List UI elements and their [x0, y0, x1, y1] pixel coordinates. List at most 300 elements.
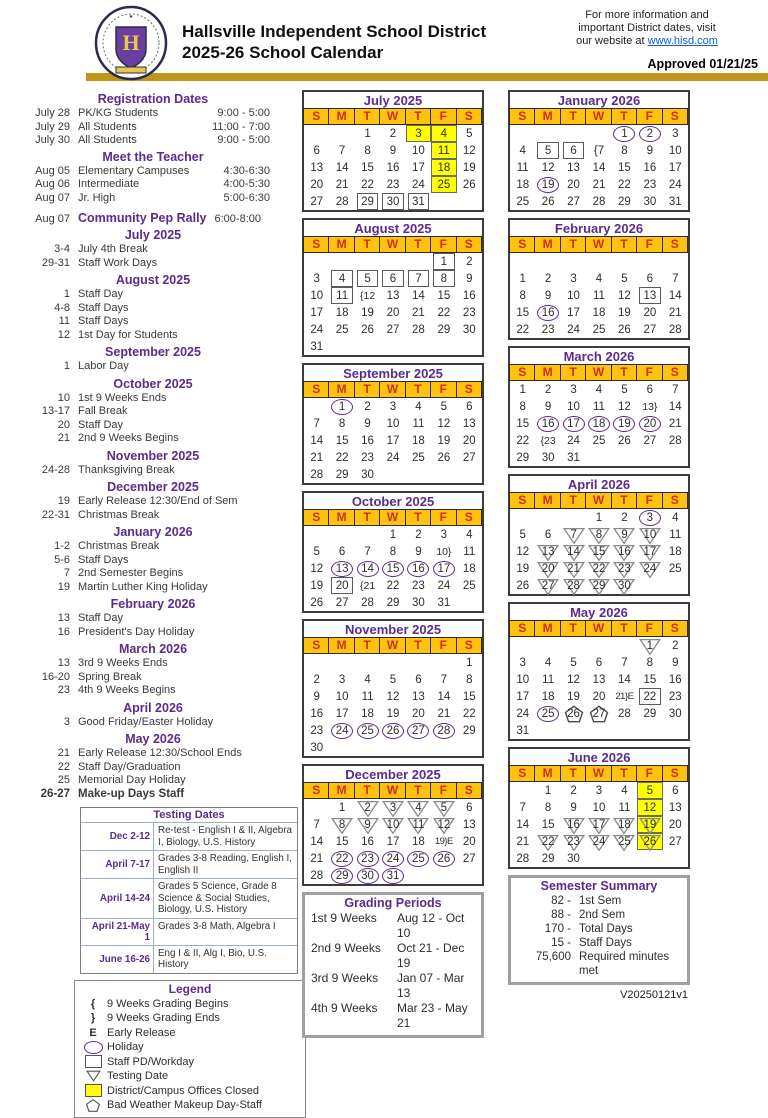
day-cell — [612, 637, 637, 654]
calendar-month-title: August 2025 — [354, 221, 432, 236]
event-row: 22-31 Christmas Break — [41, 508, 160, 521]
day-cell: 23 — [361, 451, 374, 464]
day-cell: 16 — [535, 415, 560, 432]
day-cell — [431, 193, 456, 210]
day-cell: 30 — [310, 741, 324, 754]
day-cell: 4 — [519, 144, 526, 157]
day-cell: 4 — [329, 270, 354, 287]
event-row: 16 President's Day Holiday — [57, 625, 195, 638]
day-cell: 2 — [466, 255, 473, 268]
dow-cell: S — [303, 381, 329, 398]
day-cell: 22 — [618, 178, 631, 191]
event-row: 1 Staff Day — [63, 288, 124, 300]
day-cell: 8 — [646, 656, 654, 669]
day-cell: 5 — [466, 127, 473, 140]
day-cell: 20 — [386, 306, 400, 319]
week-row — [304, 142, 482, 159]
calendar-month-title: January 2026 — [557, 93, 641, 108]
day-cell: 11 — [463, 545, 476, 558]
day-cell — [663, 253, 688, 270]
day-cell: 3 — [440, 528, 448, 541]
dow-cell: T — [560, 620, 586, 637]
day-cell: 11 — [593, 400, 605, 413]
day-cell: 4 — [672, 511, 679, 524]
day-cell: 3 — [570, 272, 577, 285]
week-row — [304, 816, 482, 833]
day-cell: 26 — [618, 434, 631, 447]
day-cell: 20 — [592, 690, 606, 703]
day-cell: 17 — [386, 434, 400, 447]
day-cell: 5 — [621, 272, 628, 285]
day-cell: 14 — [412, 289, 425, 302]
dow-cell: S — [662, 492, 688, 509]
day-cell — [406, 338, 431, 355]
meet-the-teacher-row: Aug 05 Elementary Campuses 4:30-6:30 — [35, 164, 270, 177]
dow-cell: F — [430, 236, 456, 253]
day-cell: 15 — [335, 835, 349, 848]
day-cell — [304, 398, 329, 415]
day-cell: 22 — [586, 560, 611, 577]
legend-item: Testing Date — [79, 1069, 301, 1084]
event-row: 13 Staff Day — [57, 612, 124, 624]
day-cell: 13 — [535, 543, 560, 560]
day-cell: 6 — [672, 784, 679, 797]
day-cell — [535, 253, 560, 270]
day-cell: 3 — [672, 127, 679, 140]
legend-symbol: } — [90, 1012, 96, 1025]
week-row — [304, 304, 482, 321]
day-cell: 11 — [593, 289, 605, 302]
day-cell: 2 — [544, 272, 552, 285]
day-cell: 14 — [335, 161, 349, 174]
day-cell: 26 — [516, 579, 530, 592]
day-cell: 17 — [637, 543, 662, 560]
website-link[interactable]: www.hisd.com — [647, 35, 718, 47]
day-cell: 27 — [462, 451, 476, 464]
day-cell — [663, 850, 688, 867]
day-cell: 11 — [431, 142, 456, 159]
day-cell: 23 — [668, 690, 682, 703]
day-cell: 27 — [310, 195, 324, 208]
day-cell: 26 — [462, 178, 476, 191]
legend-symbol: E — [89, 1026, 97, 1039]
calendar-february-2026 — [508, 218, 690, 340]
dow-cell: T — [560, 492, 586, 509]
header — [0, 0, 768, 82]
day-cell: 31 — [567, 451, 580, 464]
day-cell: 12 — [618, 289, 631, 302]
day-cell: 24 — [329, 722, 354, 739]
day-cell: 9 — [364, 417, 371, 430]
day-cell: 30 — [541, 451, 555, 464]
day-cell: 19 — [437, 434, 451, 447]
event-list — [8, 228, 298, 801]
day-cell: 30 — [412, 596, 425, 609]
day-cell: 16 — [310, 707, 324, 720]
dow-cell: M — [328, 509, 354, 526]
day-cell: 5 — [621, 383, 628, 396]
day-cell: {12 — [359, 289, 376, 302]
day-cell: 3 — [380, 799, 405, 816]
day-cell: 26 — [541, 195, 555, 208]
day-cell: 10 — [310, 289, 324, 302]
day-cell: 3 — [338, 673, 346, 686]
day-cell: 19 — [612, 415, 637, 432]
day-cell: 12 — [437, 417, 451, 430]
day-cell: 3 — [389, 400, 397, 413]
calendar-may-2026 — [508, 602, 690, 741]
day-cell — [406, 867, 431, 884]
day-cell: 16 — [612, 543, 637, 560]
dow-cell: T — [611, 108, 637, 125]
dow-cell: M — [328, 637, 354, 654]
day-of-week-row — [510, 493, 688, 509]
day-cell: 5 — [519, 528, 526, 541]
day-cell: 30 — [380, 193, 405, 210]
day-cell — [586, 253, 611, 270]
day-cell: 9 — [672, 656, 679, 669]
dow-cell: S — [303, 509, 329, 526]
day-cell: 24 — [412, 178, 425, 191]
legend-yellow-icon — [79, 1084, 107, 1097]
day-of-week-row — [510, 365, 688, 381]
week-row — [304, 398, 482, 415]
dow-cell: S — [303, 637, 329, 654]
day-cell: 9 — [466, 272, 473, 285]
calendar-year-title: 2025-26 School Calendar — [182, 43, 384, 62]
week-row — [304, 321, 482, 338]
day-cell: 1 — [544, 784, 552, 797]
day-cell — [304, 253, 329, 270]
day-cell: 20 — [643, 306, 657, 319]
day-cell: 17 — [412, 161, 425, 174]
week-row — [304, 671, 482, 688]
day-cell: 28 — [668, 434, 682, 447]
week-row — [304, 654, 482, 671]
day-cell: 21 — [668, 417, 682, 430]
week-row — [510, 432, 688, 449]
week-row — [510, 705, 688, 722]
day-cell: 2 — [544, 383, 552, 396]
day-cell: 25 — [668, 562, 682, 575]
day-cell — [355, 739, 380, 756]
day-cell: 1 — [519, 383, 526, 396]
day-cell: 9 — [570, 801, 577, 814]
day-cell: 29 — [643, 707, 657, 720]
week-row — [304, 594, 482, 611]
day-cell: 8 — [544, 801, 552, 814]
legend-item: Staff PD/Workday — [79, 1055, 301, 1070]
day-cell — [380, 253, 405, 270]
day-cell: 23 — [643, 178, 657, 191]
day-cell: 10 — [412, 144, 425, 157]
day-cell: 22 — [516, 434, 530, 447]
day-cell — [663, 722, 688, 739]
calendar-march-2026 — [508, 346, 690, 468]
meet-the-teacher-row: Aug 07 Jr. High 5:00-6:30 — [35, 191, 270, 204]
day-cell: 14 — [668, 400, 682, 413]
day-cell: 27 — [462, 852, 476, 865]
day-cell: 17 — [561, 415, 586, 432]
calendar-december-2025 — [302, 764, 484, 886]
day-cell — [380, 338, 405, 355]
day-cell: 17 — [516, 690, 530, 703]
day-cell: 15 — [361, 161, 374, 174]
day-cell: 17 — [335, 707, 349, 720]
day-cell — [535, 125, 560, 142]
day-cell — [510, 637, 535, 654]
pep-rally-row: Aug 07 Community Pep Rally 6:00-8:00 — [35, 211, 261, 225]
event-row: 4-8 Staff Days — [54, 301, 129, 314]
dow-cell: M — [534, 364, 560, 381]
day-cell: 26 — [361, 323, 374, 336]
calendar-month-title: February 2026 — [554, 221, 644, 236]
day-cell: 24 — [668, 178, 682, 191]
day-cell: 27 — [643, 434, 657, 447]
event-row: 26-27 Make-up Days Staff — [40, 787, 185, 800]
day-cell: 2 — [313, 673, 320, 686]
day-cell: 15 — [586, 543, 611, 560]
week-row — [304, 577, 482, 594]
day-cell: 5 — [637, 782, 662, 799]
day-cell — [612, 253, 637, 270]
dow-cell: S — [509, 364, 535, 381]
calendar-month-title: March 2026 — [563, 349, 635, 364]
day-cell: 27 — [567, 195, 580, 208]
week-row — [304, 466, 482, 483]
day-cell: 25 — [592, 434, 606, 447]
calendar-month-title: May 2026 — [570, 605, 628, 620]
day-of-week-row — [304, 109, 482, 125]
day-cell: 18 — [612, 816, 637, 833]
week-row — [510, 833, 688, 850]
day-cell: 18 — [412, 835, 425, 848]
day-cell: 28 — [310, 869, 324, 882]
dow-cell: S — [662, 765, 688, 782]
week-row — [304, 543, 482, 560]
day-cell: 31 — [380, 867, 405, 884]
day-cell — [586, 449, 611, 466]
day-cell: 5 — [431, 799, 456, 816]
week-row — [304, 176, 482, 193]
day-cell: 19 — [618, 306, 631, 319]
day-cell: 25 — [335, 323, 349, 336]
meet-the-teacher-row: Aug 06 Intermediate 4:00-5:30 — [35, 178, 270, 190]
day-cell — [561, 125, 586, 142]
day-cell: 12 — [310, 562, 324, 575]
day-cell: 16 — [668, 673, 682, 686]
legend-title: Legend — [168, 981, 212, 996]
day-cell: 13} — [642, 400, 658, 413]
day-cell — [304, 125, 329, 142]
day-cell: 19 — [310, 579, 324, 592]
day-cell: 10 — [637, 526, 662, 543]
dow-cell: W — [585, 236, 611, 253]
day-of-week-row — [304, 510, 482, 526]
day-cell: 10 — [567, 400, 580, 413]
day-cell: 21 — [668, 306, 682, 319]
week-row — [510, 381, 688, 398]
day-cell: 15 — [618, 161, 631, 174]
dow-cell: T — [354, 637, 380, 654]
day-cell — [329, 654, 354, 671]
day-cell: 28 — [335, 195, 349, 208]
day-cell: 21 — [335, 178, 349, 191]
dow-cell: M — [534, 765, 560, 782]
day-cell: 1 — [329, 398, 354, 415]
day-cell: 7 — [406, 270, 431, 287]
day-cell: 28 — [561, 577, 586, 594]
dow-cell: T — [405, 108, 431, 125]
day-cell: 17 — [586, 816, 611, 833]
registration-row: July 29 All Students 11:00 - 7:00 — [35, 120, 270, 133]
day-cell: 17 — [310, 306, 324, 319]
legend-box-icon — [79, 1055, 107, 1068]
day-cell: 23 — [541, 323, 555, 336]
day-cell — [406, 466, 431, 483]
day-cell: 15 — [335, 434, 349, 447]
dow-cell: S — [303, 108, 329, 125]
dow-cell: T — [611, 364, 637, 381]
event-row: 3 Good Friday/Easter Holiday — [63, 715, 214, 728]
legend-item: District/Campus Offices Closed — [79, 1084, 301, 1099]
day-cell: 7 — [621, 656, 628, 669]
day-cell: 20 — [535, 560, 560, 577]
day-cell: 6 — [646, 272, 654, 285]
day-cell: 18 — [412, 434, 425, 447]
day-cell: 21 — [310, 451, 324, 464]
day-cell: 6 — [646, 383, 654, 396]
day-cell: 4 — [595, 383, 603, 396]
day-cell: 24 — [380, 850, 405, 867]
dow-cell: S — [509, 108, 535, 125]
dow-cell: S — [509, 620, 535, 637]
day-cell — [510, 253, 535, 270]
day-cell: 9 — [646, 144, 654, 157]
day-cell: 19 — [361, 306, 374, 319]
day-cell: 28 — [431, 722, 456, 739]
dow-cell: W — [585, 364, 611, 381]
dow-cell: W — [379, 381, 405, 398]
dow-cell: W — [379, 236, 405, 253]
dow-cell: F — [430, 637, 456, 654]
dow-cell: W — [585, 492, 611, 509]
day-cell: 1 — [595, 511, 603, 524]
day-cell — [457, 739, 482, 756]
day-cell: 6 — [561, 142, 586, 159]
day-cell: 24 — [586, 833, 611, 850]
dow-cell: T — [405, 509, 431, 526]
meet-the-teacher-rows — [8, 165, 298, 206]
day-cell: 16 — [535, 304, 560, 321]
day-cell: 17 — [431, 560, 456, 577]
testing-dates-title: Testing Dates — [81, 808, 297, 823]
dow-cell: S — [509, 765, 535, 782]
week-row — [510, 193, 688, 210]
day-cell: 18 — [361, 707, 374, 720]
dow-cell: F — [430, 509, 456, 526]
day-cell: 22 — [637, 688, 662, 705]
day-cell: 13 — [668, 801, 682, 814]
testing-dates-rows — [81, 823, 297, 973]
day-cell: 30 — [612, 577, 637, 594]
content-columns — [0, 82, 768, 1118]
day-cell: 1 — [338, 801, 346, 814]
day-cell: 11 — [406, 816, 431, 833]
day-cell: 25 — [462, 579, 476, 592]
day-cell — [355, 253, 380, 270]
day-cell — [431, 338, 456, 355]
day-cell — [329, 338, 354, 355]
day-cell: 20 — [462, 434, 476, 447]
legend-item: Holiday — [79, 1040, 301, 1055]
day-cell: 26 — [380, 722, 405, 739]
day-cell: 29 — [329, 867, 354, 884]
semester-summary-rows — [517, 894, 681, 978]
day-cell: 29 — [437, 323, 451, 336]
day-cell: 8 — [621, 144, 628, 157]
day-cell — [329, 739, 354, 756]
day-cell — [535, 509, 560, 526]
day-cell: 8 — [431, 270, 456, 287]
event-month-title: October 2025 — [113, 376, 193, 391]
event-month-title: September 2025 — [105, 345, 201, 359]
day-cell: 30 — [462, 323, 476, 336]
testing-row: April 21-May 1 Grades 3-8 Math, Algebra I — [81, 919, 297, 946]
day-cell — [304, 654, 329, 671]
day-cell — [406, 739, 431, 756]
day-cell: 2 — [389, 127, 397, 140]
day-cell: 8 — [389, 545, 397, 558]
day-cell — [510, 509, 535, 526]
day-cell — [355, 654, 380, 671]
day-cell: 29 — [541, 852, 555, 865]
day-cell: 16 — [361, 835, 374, 848]
dow-cell: F — [430, 782, 456, 799]
dow-cell: W — [585, 108, 611, 125]
dow-cell: S — [303, 782, 329, 799]
dow-cell: M — [534, 492, 560, 509]
day-cell — [457, 193, 482, 210]
day-cell: 26 — [637, 833, 662, 850]
day-cell: 13 — [637, 287, 662, 304]
week-row — [510, 816, 688, 833]
day-cell: 24 — [437, 579, 451, 592]
event-month-title: November 2025 — [106, 448, 200, 463]
day-cell — [304, 799, 329, 816]
event-row: 12 1st Day for Students — [57, 328, 178, 341]
day-cell: 20 — [412, 707, 425, 720]
day-cell: 23 — [462, 306, 476, 319]
semester-row: 75,600 Required minutes met — [535, 951, 670, 977]
day-cell: 23 — [386, 178, 400, 191]
legend-symbol: { — [90, 997, 96, 1010]
day-cell: 5 — [440, 400, 448, 413]
calendar-july-2025 — [302, 90, 484, 212]
dow-cell: F — [636, 108, 662, 125]
day-cell: 15 — [516, 417, 530, 430]
day-cell — [586, 850, 611, 867]
day-cell: 7 — [364, 545, 371, 558]
day-cell: 16 — [386, 161, 400, 174]
day-cell — [457, 466, 482, 483]
day-cell — [637, 577, 662, 594]
day-cell: 4 — [544, 656, 552, 669]
week-row — [304, 526, 482, 543]
day-cell: 25 — [535, 705, 560, 722]
pep-rally-label: Community Pep Rally — [78, 211, 207, 225]
left-column — [8, 90, 298, 1118]
